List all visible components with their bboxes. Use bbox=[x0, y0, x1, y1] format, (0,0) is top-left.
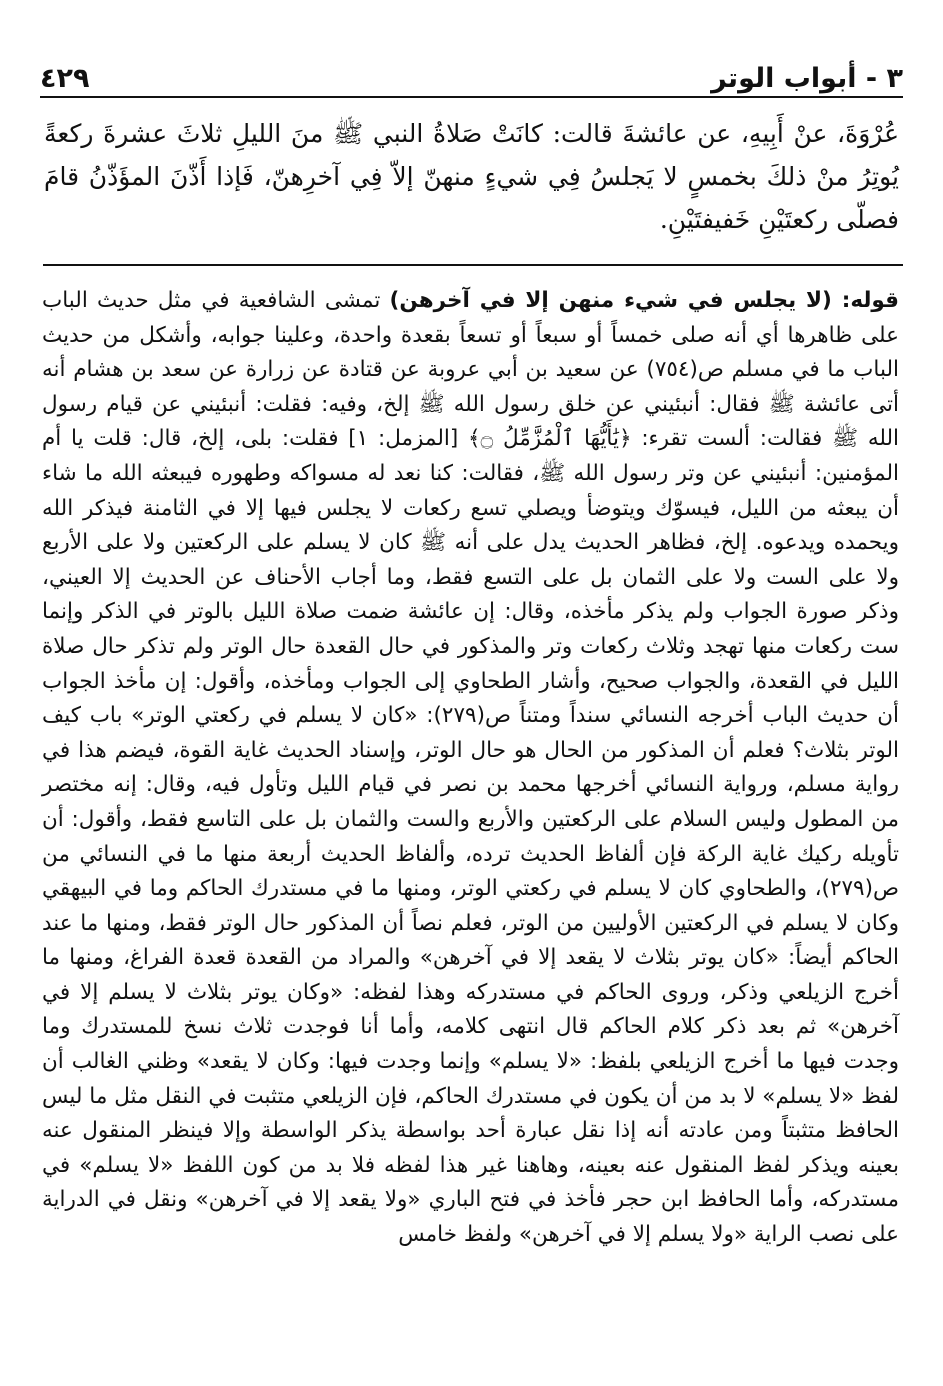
hadith-text: عُرْوَةَ، عنْ أَبِيهِ، عن عائشةَ قالت: كانَتْ صَلاةُ النبي ﷺ منَ الليلِ ثلاثَ عشرةَ ركعةً يُوتِرُ منْ ذلكَ بخمسٍ لا يَجلسُ فِي شيءٍ منهنّ إلاّ فِي آخرِهنّ، فَإذا أَذّنَ المؤَذّنُ قامَ فصلّى ركعتَيْنِ خَفيفتَيْنِ. bbox=[44, 119, 899, 234]
page-header bbox=[40, 48, 903, 92]
commentary-paragraph bbox=[42, 284, 899, 1253]
section-divider bbox=[43, 264, 903, 266]
commentary-lead: قوله: (لا يجلس في شيء منهن إلا في آخرهن) bbox=[389, 288, 899, 313]
header-rule bbox=[40, 96, 903, 98]
hadith-text-block bbox=[44, 112, 899, 241]
commentary-block bbox=[42, 284, 899, 1253]
commentary-text: تمشى الشافعية في مثل حديث الباب على ظاهرها أي أنه صلى خمساً أو سبعاً أو تسعاً بقعدة واحدة، وعلينا جوابه، وأشكل من حديث الباب ما في مسلم ص(٧٥٤) عن سعيد بن أبي عروبة عن قتادة عن زرارة عن سعد بن هشام أنه أتى عائشة ﷺ فقال: أنبئيني عن خلق رسول الله ﷺ إلخ، وفيه: فقلت: أنبئيني عن قيام رسول الله ﷺ فقالت: ألست تقرء: ﴿يَٰأَيُّهَا ٱلْمُزَّمِّلُ ۝﴾ [المزمل: ١] فقلت: بلى، إلخ، قال: قلت يا أم المؤمنين: أنبئيني عن وتر رسول الله ﷺ، فقالت: كنا نعد له مسواكه وطهوره فيبعثه الله ما شاء أن يبعثه من الليل، فيسوّك ويتوضأ ويصلي تسع ركعات لا يجلس فيها إلا في الثامنة فيذكر الله ويحمده ويدعوه. إلخ، فظاهر الحديث يدل على أنه ﷺ كان لا يسلم على الركعتين ولا على الأربع ولا على الست ولا على الثمان بل على التسع فقط، وما أجاب الأحناف عن الحديث إلا العيني، وذكر صورة الجواب ولم يذكر مأخذه، وقال: إن عائشة ضمت صلاة الليل بالوتر في الذكر وإنما ست ركعات منها تهجد وثلاث ركعات وتر والمذكور في حال القعدة حال الوتر ولم تذكر حال صلاة الليل في القعدة، والجواب صحيح، وأشار الطحاوي إلى الجواب ومأخذه، وأقول: إن مأخذ الجواب أن حديث الباب أخرجه النسائي سنداً ومتناً ص(٢٧٩): «كان لا يسلم في ركعتي الوتر» باب كيف الوتر بثلاث؟ فعلم أن المذكور من الحال هو حال الوتر، وإسناد الحديث غاية القوة، فيضم هذا في رواية مسلم، ورواية النسائي أخرجها محمد بن نصر في قيام الليل وتأول فيه، وقال: إنه مختصر من المطول وليس السلام على الركعتين والأربع والست والثمان بل على التاسع فقط، وأقول: أن تأويله ركيك غاية الركة فإن ألفاظ الحديث ترده، وألفاظ الحديث أربعة منها ما في النسائي من ص(٢٧٩)، والطحاوي كان لا يسلم في ركعتي الوتر، ومنها ما في مستدرك الحاكم وما في البيهقي وكان لا يسلم في الركعتين الأوليين من الوتر، فعلم نصاً أن المذكور حال الوتر فقط، ومنها ما عند الحاكم أيضاً: «كان يوتر بثلاث لا يقعد إلا في آخرهن» والمراد من القعدة قعدة الفراغ، ومنها ما أخرج الزيلعي وذكر، وروى الحاكم في مستدركه وهذا لفظه: «وكان يوتر بثلاث لا يسلم إلا في آخرهن» ثم بعد ذكر كلام الحاكم قال انتهى كلامه، وأما أنا فوجدت ثلاث نسخ للمستدرك وما وجدت فيها ما أخرج الزيلعي بلفظ: «لا يسلم» وإنما وجدت فيها: وكان لا يقعد» وظني الغالب أن لفظ «لا يسلم» لا بد من أن يكون في مستدرك الحاكم، فإن الزيلعي متثبت في النقل مثل ما ليس الحافظ متثبتاً ومن عادته أنه إذا نقل عبارة أحد بواسطة يذكر الواسطة وإلا فينظر المنقول عنه بعينه ويذكر لفظ المنقول عنه بعينه، وهاهنا غير هذا لفظه فلا بد من كون اللفظ «لا يسلم» في مستدركه، وأما الحافظ ابن حجر فأخذ في فتح الباري «ولا يقعد إلا في آخرهن» ونقل في الدراية على نصب الراية «ولا يسلم إلا في آخرهن» ولفظ خامس bbox=[42, 288, 899, 1248]
chapter-title: ٣ - أبواب الوتر bbox=[711, 63, 903, 94]
page-number: ٤٢٩ bbox=[40, 63, 90, 94]
